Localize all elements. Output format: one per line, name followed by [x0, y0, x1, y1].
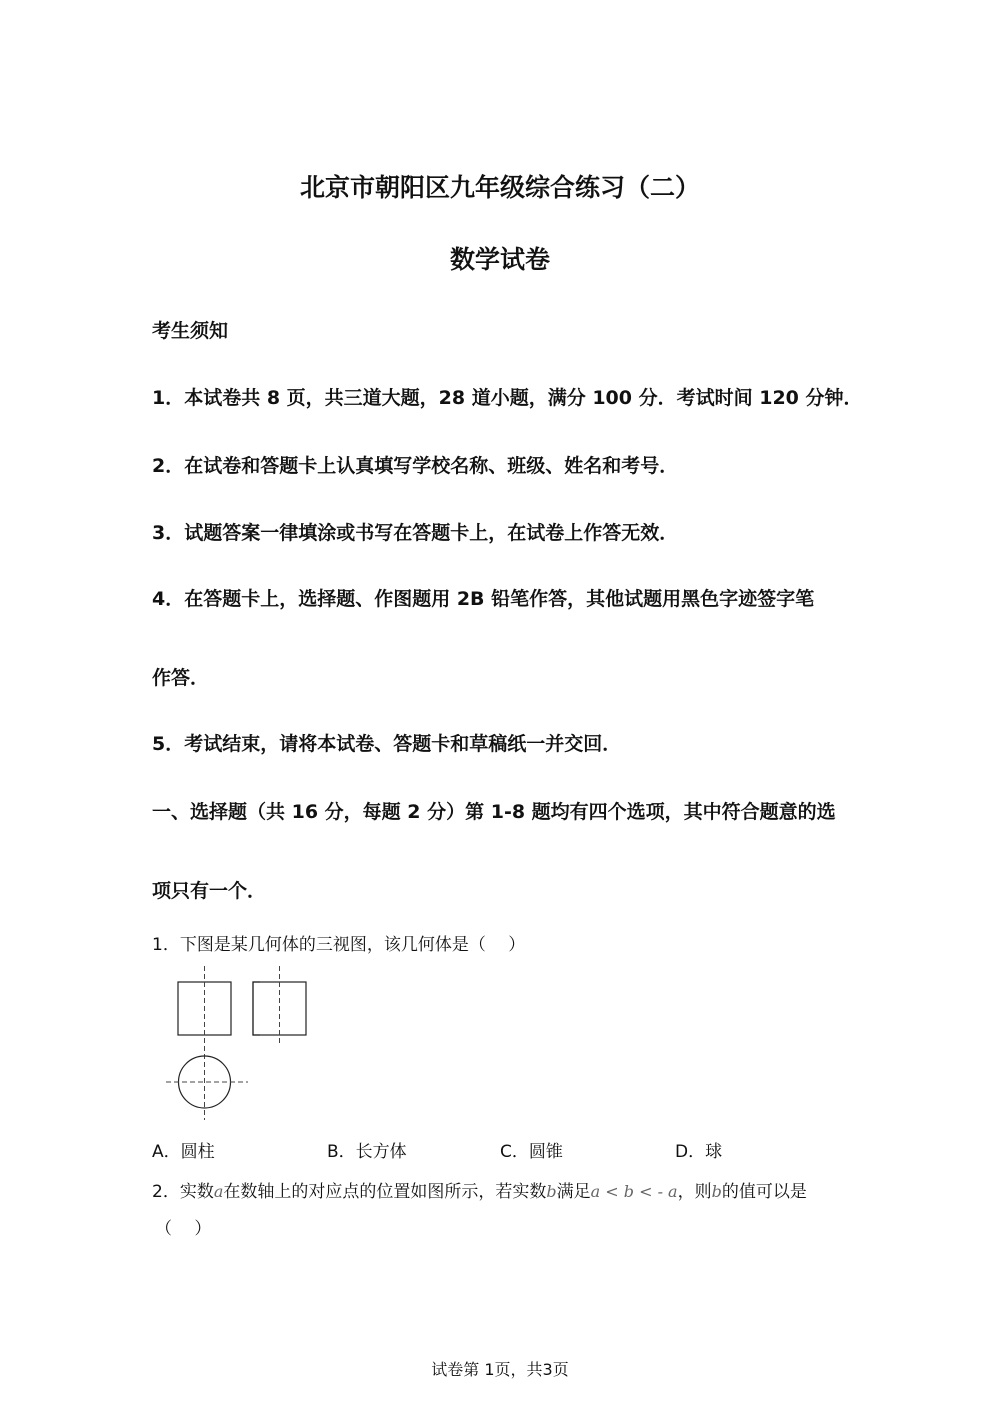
notice-item: 5．考试结束，请将本试卷、答题卡和草稿纸一并交回．: [152, 733, 622, 755]
var-a: a: [213, 1182, 224, 1201]
question-2-stem: [152, 1177, 807, 1202]
section-heading: 一、选择题（共 16 分，每题 2 分）第 1-8 题均有四个选项，其中符合题意的选: [152, 801, 836, 823]
notice-heading: 考生须知: [152, 320, 229, 342]
stem-text: 满足: [556, 1182, 591, 1202]
side-view-figure: [240, 962, 320, 1052]
stem-text: 2．实数: [152, 1182, 214, 1202]
notice-item: 1．本试卷共 8 页，共三道大题，28 道小题，满分 100 分．考试时间 120 分钟．: [152, 387, 863, 409]
notice-item: 作答．: [152, 667, 210, 689]
section-heading-cont: 项只有一个．: [152, 880, 267, 902]
var-b: b: [711, 1182, 722, 1201]
option-d: D．球: [675, 1142, 723, 1162]
page-title: 北京市朝阳区九年级综合练习（二）: [299, 173, 700, 202]
question-2-answer-bracket: （ ）: [155, 1219, 212, 1239]
stem-text: ，则: [677, 1182, 712, 1202]
notice-item: 4．在答题卡上，选择题、作图题用 2B 铅笔作答，其他试题用黑色字迹签字笔: [152, 588, 815, 610]
stem-text: 在数轴上的对应点的位置如图所示，若实数: [223, 1182, 547, 1202]
inequality: a < b < - a: [590, 1182, 678, 1201]
page-subtitle: 数学试卷: [449, 245, 550, 274]
notice-item: 3．试题答案一律填涂或书写在答题卡上，在试卷上作答无效．: [152, 522, 679, 544]
option-a: A．圆柱: [152, 1142, 215, 1162]
option-c: C．圆锥: [500, 1142, 563, 1162]
notice-item: 2．在试卷和答题卡上认真填写学校名称、班级、姓名和考号．: [152, 455, 679, 477]
question-1-stem: 1．下图是某几何体的三视图，该几何体是（ ）: [152, 935, 526, 955]
var-b: b: [546, 1182, 557, 1201]
page-footer: 试卷第 1页，共3页: [431, 1360, 569, 1379]
option-b: B．长方体: [327, 1142, 407, 1162]
stem-text: 的值可以是: [721, 1182, 807, 1202]
